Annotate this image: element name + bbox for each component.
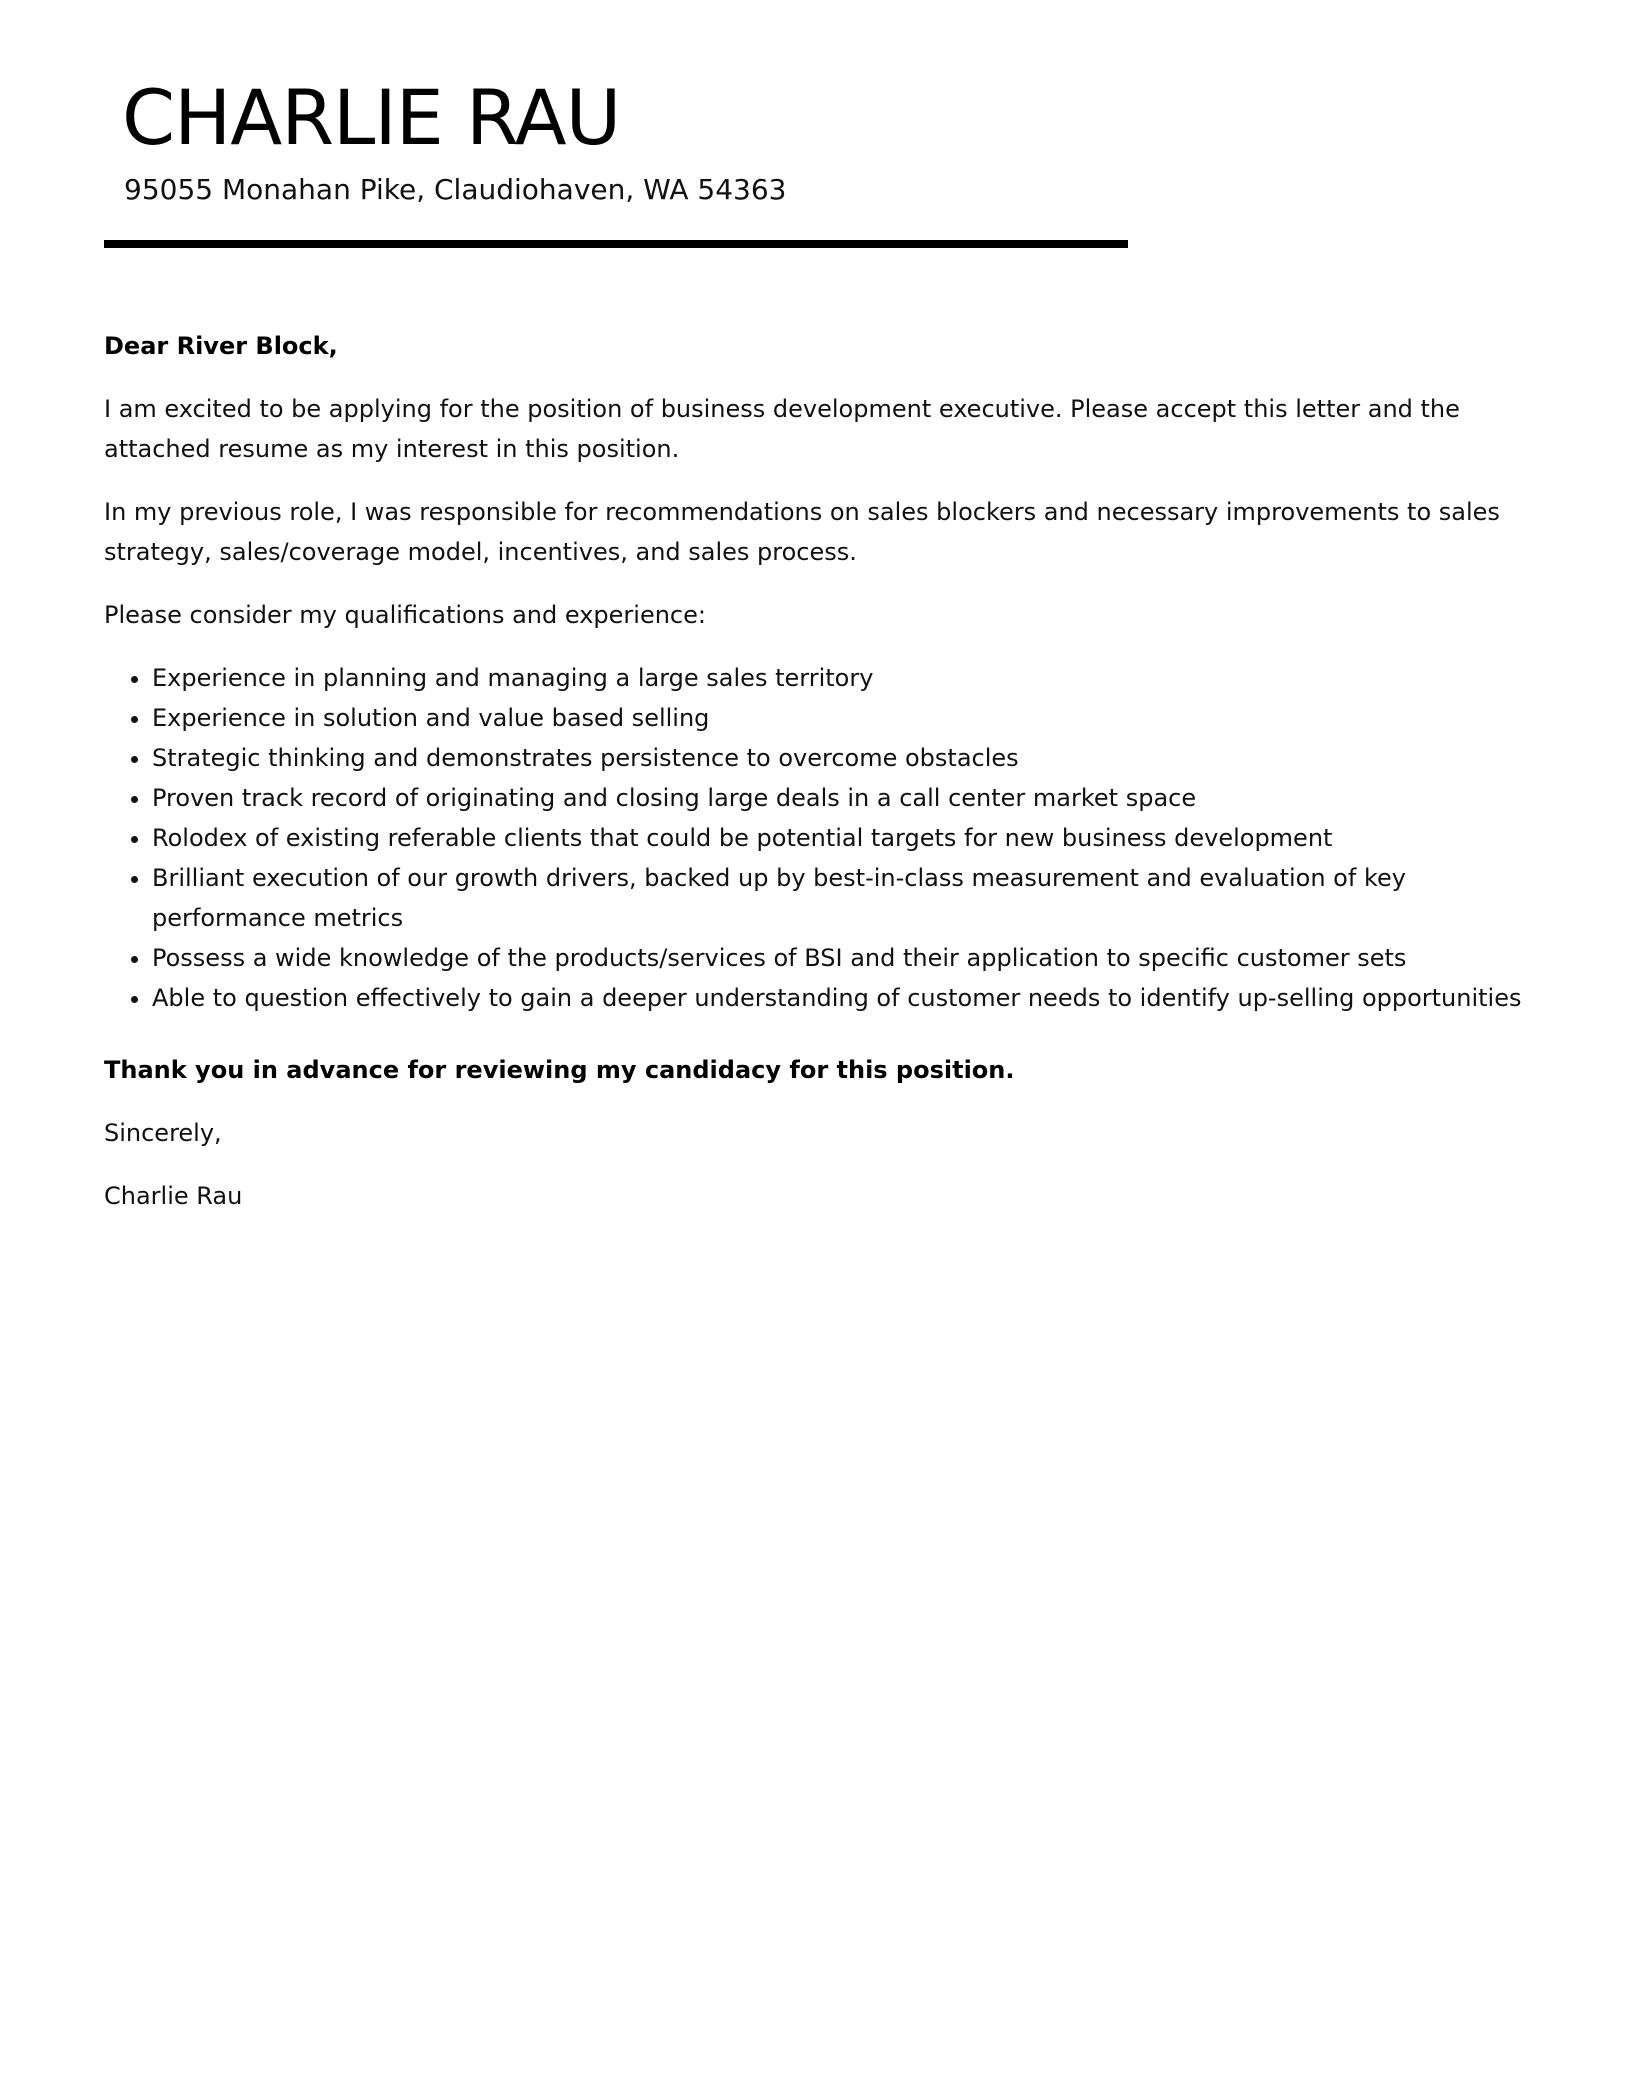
salutation: Dear River Block, xyxy=(104,332,338,360)
list-item: • Experience in solution and value based selling xyxy=(152,698,1540,738)
list-item: • Proven track record of originating and closing large deals in a call center market space xyxy=(152,778,1540,818)
paragraph-intro: I am excited to be applying for the position of business development executive. Please accept this letter and the attached resume as my interest in this position. xyxy=(104,395,1460,463)
qualifications-list xyxy=(104,658,1540,1018)
paragraph-previous-role: In my previous role, I was responsible for recommendations on sales blockers and necessary improvements to sales strategy, sales/coverage model, incentives, and sales process. xyxy=(104,498,1500,566)
list-item: • Strategic thinking and demonstrates persistence to overcome obstacles xyxy=(152,738,1540,778)
qualifications-intro: Please consider my qualifications and experience: xyxy=(104,601,706,629)
signature-name: Charlie Rau xyxy=(104,1182,243,1210)
letter-body xyxy=(104,326,1540,1239)
list-item: • Rolodex of existing referable clients that could be potential targets for new business development xyxy=(152,818,1540,858)
list-item: • Able to question effectively to gain a deeper understanding of customer needs to identify up-selling opportunities xyxy=(152,978,1540,1018)
applicant-address: 95055 Monahan Pike, Claudiohaven, WA 54363 xyxy=(124,173,787,206)
applicant-name: CHARLIE RAU xyxy=(122,73,621,162)
signoff: Sincerely, xyxy=(104,1119,222,1147)
list-item: • Brilliant execution of our growth drivers, backed up by best-in-class measurement and evaluation of key performance metrics xyxy=(152,858,1540,938)
header-divider xyxy=(104,240,1128,248)
list-item: • Possess a wide knowledge of the products/services of BSI and their application to specific customer sets xyxy=(152,938,1540,978)
list-item: • Experience in planning and managing a large sales territory xyxy=(152,658,1540,698)
closing-statement: Thank you in advance for reviewing my candidacy for this position. xyxy=(104,1056,1015,1084)
